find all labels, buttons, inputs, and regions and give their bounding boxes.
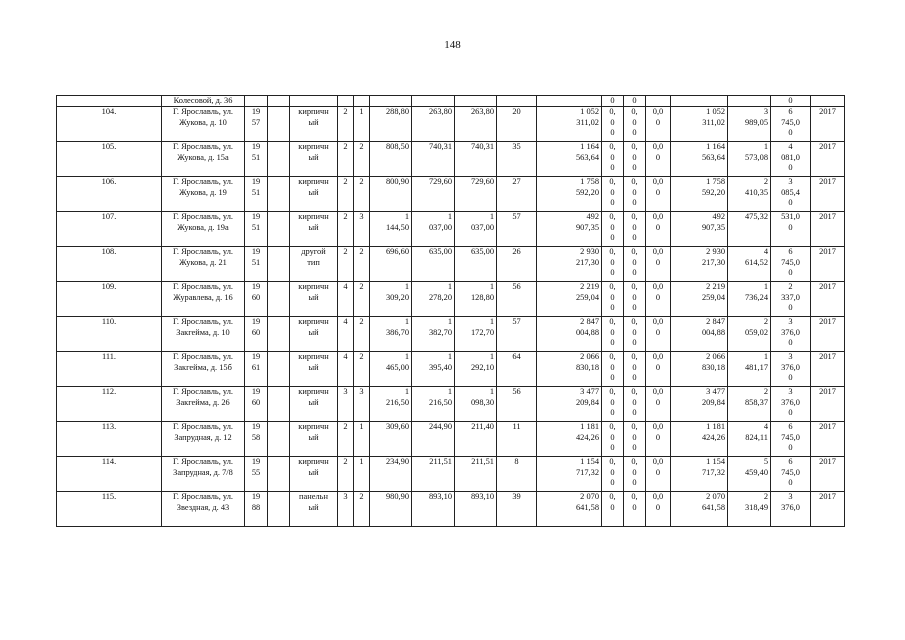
cell-wall: кирпичн ый <box>290 142 338 177</box>
cell-residents: 20 <box>497 107 537 142</box>
cell-blank <box>268 247 290 282</box>
cell-address: Г. Ярославль, ул. Закгейма, д. 15б <box>162 352 245 387</box>
cell-year: 19 60 <box>245 387 268 422</box>
cell-plan-year: 2017 <box>811 282 845 317</box>
cell-address: Г. Ярославль, ул. Закгейма, д. 26 <box>162 387 245 422</box>
cell-plan-year: 2017 <box>811 387 845 422</box>
table-row <box>57 317 845 352</box>
table-row <box>57 352 845 387</box>
cell-residents: 35 <box>497 142 537 177</box>
cell-year: 19 60 <box>245 317 268 352</box>
cell-plan-year <box>811 96 845 107</box>
cell-c15: 2 059,02 <box>728 317 771 352</box>
cell-c16: 531,0 0 <box>771 212 811 247</box>
cell-cost-total: 2 847 004,88 <box>537 317 602 352</box>
cell-cost-total: 2 930 217,30 <box>537 247 602 282</box>
cell-c14: 1 181 424,26 <box>671 422 728 457</box>
cell-entrances: 3 <box>354 387 370 422</box>
cell-floors: 2 <box>338 247 354 282</box>
cell-c12: 0, 0 <box>624 492 646 527</box>
cell-area-total: 1 144,50 <box>370 212 412 247</box>
cell-c12: 0 <box>624 96 646 107</box>
cell-c14: 2 066 830,18 <box>671 352 728 387</box>
cell-c14 <box>671 96 728 107</box>
cell-c12: 0, 0 0 <box>624 387 646 422</box>
cell-area-res <box>412 96 455 107</box>
cell-area-priv <box>455 96 497 107</box>
cell-floors: 2 <box>338 177 354 212</box>
cell-area-priv: 1 172,70 <box>455 317 497 352</box>
cell-blank <box>268 282 290 317</box>
cell-c16: 3 376,0 <box>771 492 811 527</box>
cell-c12: 0, 0 0 <box>624 142 646 177</box>
cell-plan-year: 2017 <box>811 247 845 282</box>
cell-residents: 57 <box>497 212 537 247</box>
cell-c15: 4 824,11 <box>728 422 771 457</box>
cell-area-priv: 1 098,30 <box>455 387 497 422</box>
table-row <box>57 107 845 142</box>
cell-c12: 0, 0 0 <box>624 317 646 352</box>
cell-plan-year: 2017 <box>811 492 845 527</box>
cell-c13: 0,0 0 <box>646 317 671 352</box>
cell-c15: 4 614,52 <box>728 247 771 282</box>
cell-area-res: 1 395,40 <box>412 352 455 387</box>
cell-address: Колесовой, д. 36 <box>162 96 245 107</box>
cell-c11: 0, 0 0 <box>602 352 624 387</box>
cell-year: 19 55 <box>245 457 268 492</box>
cell-cost-total: 1 154 717,32 <box>537 457 602 492</box>
cell-area-res: 1 278,20 <box>412 282 455 317</box>
cell-c11: 0, 0 0 <box>602 247 624 282</box>
cell-c13: 0,0 0 <box>646 492 671 527</box>
cell-cost-total: 1 164 563,64 <box>537 142 602 177</box>
cell-area-total: 288,80 <box>370 107 412 142</box>
cell-c14: 492 907,35 <box>671 212 728 247</box>
cell-floors: 3 <box>338 387 354 422</box>
cell-area-res: 729,60 <box>412 177 455 212</box>
cell-blank <box>268 177 290 212</box>
cell-num: 115. <box>57 492 162 527</box>
table-row <box>57 212 845 247</box>
cell-floors: 2 <box>338 142 354 177</box>
cell-area-priv: 211,51 <box>455 457 497 492</box>
cell-blank <box>268 492 290 527</box>
cell-num: 110. <box>57 317 162 352</box>
cell-c12: 0, 0 0 <box>624 457 646 492</box>
cell-entrances: 2 <box>354 352 370 387</box>
cell-c13: 0,0 0 <box>646 387 671 422</box>
cell-c12: 0, 0 0 <box>624 352 646 387</box>
cell-cost-total: 492 907,35 <box>537 212 602 247</box>
cell-c13: 0,0 0 <box>646 212 671 247</box>
cell-area-total: 980,90 <box>370 492 412 527</box>
cell-plan-year: 2017 <box>811 422 845 457</box>
cell-floors: 2 <box>338 212 354 247</box>
cell-year: 19 61 <box>245 352 268 387</box>
cell-residents: 57 <box>497 317 537 352</box>
cell-c15: 2 858,37 <box>728 387 771 422</box>
cell-floors: 2 <box>338 107 354 142</box>
cell-entrances: 3 <box>354 212 370 247</box>
page-number: 148 <box>444 39 461 51</box>
cell-floors <box>338 96 354 107</box>
cell-area-res: 635,00 <box>412 247 455 282</box>
cell-c14: 1 758 592,20 <box>671 177 728 212</box>
cell-floors: 2 <box>338 422 354 457</box>
table-row <box>57 457 845 492</box>
cell-c11: 0, 0 0 <box>602 422 624 457</box>
table-row-partial <box>57 96 845 107</box>
cell-floors: 4 <box>338 317 354 352</box>
cell-area-res: 244,90 <box>412 422 455 457</box>
table-row <box>57 142 845 177</box>
cell-entrances: 2 <box>354 247 370 282</box>
cell-c15: 2 410,35 <box>728 177 771 212</box>
cell-area-priv: 729,60 <box>455 177 497 212</box>
cell-entrances: 2 <box>354 317 370 352</box>
cell-blank <box>268 457 290 492</box>
cell-area-priv: 635,00 <box>455 247 497 282</box>
cell-residents: 56 <box>497 282 537 317</box>
cell-floors: 4 <box>338 282 354 317</box>
cell-plan-year: 2017 <box>811 457 845 492</box>
cell-num: 113. <box>57 422 162 457</box>
cell-c11: 0 <box>602 96 624 107</box>
cell-c11: 0, 0 0 <box>602 177 624 212</box>
cell-area-priv: 740,31 <box>455 142 497 177</box>
cell-c13: 0,0 0 <box>646 352 671 387</box>
cell-cost-total: 2 066 830,18 <box>537 352 602 387</box>
cell-area-total: 696,60 <box>370 247 412 282</box>
cell-year: 19 58 <box>245 422 268 457</box>
cell-blank <box>268 107 290 142</box>
cell-num: 112. <box>57 387 162 422</box>
cell-address: Г. Ярославль, ул. Жукова, д. 21 <box>162 247 245 282</box>
cell-area-priv: 893,10 <box>455 492 497 527</box>
cell-address: Г. Ярославль, ул. Запрудная, д. 12 <box>162 422 245 457</box>
cell-num: 105. <box>57 142 162 177</box>
cell-c11: 0, 0 0 <box>602 107 624 142</box>
cell-residents <box>497 96 537 107</box>
cell-area-priv: 211,40 <box>455 422 497 457</box>
cell-blank <box>268 317 290 352</box>
cell-wall: кирпичн ый <box>290 422 338 457</box>
cell-num: 114. <box>57 457 162 492</box>
cell-c15: 1 573,08 <box>728 142 771 177</box>
cell-blank <box>268 422 290 457</box>
cell-c13: 0,0 0 <box>646 457 671 492</box>
cell-area-total: 1 386,70 <box>370 317 412 352</box>
cell-plan-year: 2017 <box>811 317 845 352</box>
cell-area-res: 1 037,00 <box>412 212 455 247</box>
cell-cost-total: 2 070 641,58 <box>537 492 602 527</box>
cell-entrances: 1 <box>354 457 370 492</box>
cell-c12: 0, 0 0 <box>624 212 646 247</box>
cell-c13: 0,0 0 <box>646 247 671 282</box>
cell-blank <box>268 387 290 422</box>
cell-entrances: 1 <box>354 422 370 457</box>
cell-c11: 0, 0 0 <box>602 387 624 422</box>
cell-area-total: 808,50 <box>370 142 412 177</box>
cell-floors: 4 <box>338 352 354 387</box>
cell-wall: панельн ый <box>290 492 338 527</box>
cell-residents: 8 <box>497 457 537 492</box>
cell-cost-total: 1 181 424,26 <box>537 422 602 457</box>
cell-blank <box>268 96 290 107</box>
cell-wall: кирпичн ый <box>290 352 338 387</box>
cell-c15: 1 736,24 <box>728 282 771 317</box>
cell-address: Г. Ярославль, ул. Звездная, д. 43 <box>162 492 245 527</box>
table-row <box>57 492 845 527</box>
cell-year: 19 51 <box>245 177 268 212</box>
cell-c15: 2 318,49 <box>728 492 771 527</box>
cell-c15: 1 481,17 <box>728 352 771 387</box>
cell-wall <box>290 96 338 107</box>
cell-cost-total: 1 758 592,20 <box>537 177 602 212</box>
cell-blank <box>268 142 290 177</box>
cell-blank <box>268 352 290 387</box>
cell-year: 19 60 <box>245 282 268 317</box>
cell-area-res: 1 216,50 <box>412 387 455 422</box>
cell-residents: 56 <box>497 387 537 422</box>
cell-c13: 0,0 0 <box>646 107 671 142</box>
cell-residents: 11 <box>497 422 537 457</box>
cell-c12: 0, 0 0 <box>624 247 646 282</box>
cell-address: Г. Ярославль, ул. Жукова, д. 10 <box>162 107 245 142</box>
cell-number <box>57 96 162 107</box>
cell-wall: кирпичн ый <box>290 107 338 142</box>
cell-residents: 39 <box>497 492 537 527</box>
cell-c14: 2 219 259,04 <box>671 282 728 317</box>
cell-wall: кирпичн ый <box>290 387 338 422</box>
cell-residents: 26 <box>497 247 537 282</box>
cell-c12: 0, 0 0 <box>624 282 646 317</box>
cell-c13: 0,0 0 <box>646 177 671 212</box>
housing-register-table <box>56 95 845 527</box>
cell-c16: 3 376,0 0 <box>771 352 811 387</box>
cell-residents: 27 <box>497 177 537 212</box>
table-row <box>57 282 845 317</box>
cell-address: Г. Ярославль, ул. Запрудная, д. 7/8 <box>162 457 245 492</box>
cell-year <box>245 96 268 107</box>
cell-year: 19 57 <box>245 107 268 142</box>
cell-c11: 0, 0 0 <box>602 317 624 352</box>
cell-area-res: 263,80 <box>412 107 455 142</box>
cell-area-priv: 1 292,10 <box>455 352 497 387</box>
cell-year: 19 51 <box>245 247 268 282</box>
cell-c16: 6 745,0 0 <box>771 422 811 457</box>
cell-c14: 1 164 563,64 <box>671 142 728 177</box>
cell-entrances <box>354 96 370 107</box>
cell-area-res: 740,31 <box>412 142 455 177</box>
cell-cost-total <box>537 96 602 107</box>
cell-num: 106. <box>57 177 162 212</box>
cell-plan-year: 2017 <box>811 107 845 142</box>
cell-plan-year: 2017 <box>811 352 845 387</box>
cell-area-priv: 1 037,00 <box>455 212 497 247</box>
cell-entrances: 2 <box>354 142 370 177</box>
cell-area-res: 211,51 <box>412 457 455 492</box>
cell-area-res: 1 382,70 <box>412 317 455 352</box>
cell-num: 107. <box>57 212 162 247</box>
table-row <box>57 422 845 457</box>
cell-num: 108. <box>57 247 162 282</box>
cell-entrances: 2 <box>354 177 370 212</box>
cell-c12: 0, 0 0 <box>624 422 646 457</box>
table-row <box>57 387 845 422</box>
cell-c11: 0, 0 0 <box>602 282 624 317</box>
cell-num: 109. <box>57 282 162 317</box>
cell-c14: 2 070 641,58 <box>671 492 728 527</box>
cell-area-priv: 1 128,80 <box>455 282 497 317</box>
cell-c16: 3 376,0 0 <box>771 387 811 422</box>
cell-address: Г. Ярославль, ул. Жукова, д. 15а <box>162 142 245 177</box>
cell-area-total: 1 216,50 <box>370 387 412 422</box>
cell-c16: 6 745,0 0 <box>771 247 811 282</box>
cell-c11: 0, 0 <box>602 492 624 527</box>
cell-floors: 2 <box>338 457 354 492</box>
table-row <box>57 247 845 282</box>
cell-wall: кирпичн ый <box>290 212 338 247</box>
cell-area-total: 234,90 <box>370 457 412 492</box>
cell-c14: 1 052 311,02 <box>671 107 728 142</box>
cell-area-total: 1 309,20 <box>370 282 412 317</box>
cell-c11: 0, 0 0 <box>602 457 624 492</box>
cell-c12: 0, 0 0 <box>624 177 646 212</box>
cell-address: Г. Ярославль, ул. Журавлева, д. 16 <box>162 282 245 317</box>
cell-c14: 3 477 209,84 <box>671 387 728 422</box>
cell-area-total: 1 465,00 <box>370 352 412 387</box>
cell-c14: 2 930 217,30 <box>671 247 728 282</box>
cell-c13 <box>646 96 671 107</box>
cell-c16: 6 745,0 0 <box>771 457 811 492</box>
cell-c11: 0, 0 0 <box>602 212 624 247</box>
cell-c15: 475,32 <box>728 212 771 247</box>
cell-entrances: 2 <box>354 492 370 527</box>
cell-c14: 2 847 004,88 <box>671 317 728 352</box>
cell-floors: 3 <box>338 492 354 527</box>
cell-c15: 5 459,40 <box>728 457 771 492</box>
cell-residents: 64 <box>497 352 537 387</box>
cell-c12: 0, 0 0 <box>624 107 646 142</box>
cell-cost-total: 1 052 311,02 <box>537 107 602 142</box>
cell-c16: 3 376,0 0 <box>771 317 811 352</box>
cell-area-total: 800,90 <box>370 177 412 212</box>
cell-c13: 0,0 0 <box>646 282 671 317</box>
cell-wall: кирпичн ый <box>290 177 338 212</box>
cell-year: 19 51 <box>245 142 268 177</box>
cell-c13: 0,0 0 <box>646 422 671 457</box>
cell-plan-year: 2017 <box>811 177 845 212</box>
cell-wall: кирпичн ый <box>290 317 338 352</box>
cell-blank <box>268 212 290 247</box>
cell-c13: 0,0 0 <box>646 142 671 177</box>
cell-plan-year: 2017 <box>811 212 845 247</box>
cell-c11: 0, 0 0 <box>602 142 624 177</box>
cell-cost-total: 3 477 209,84 <box>537 387 602 422</box>
cell-c16: 3 085,4 0 <box>771 177 811 212</box>
cell-wall: кирпичн ый <box>290 457 338 492</box>
cell-area-priv: 263,80 <box>455 107 497 142</box>
cell-c15: 3 989,05 <box>728 107 771 142</box>
cell-c16: 6 745,0 0 <box>771 107 811 142</box>
cell-cost-total: 2 219 259,04 <box>537 282 602 317</box>
cell-address: Г. Ярославль, ул. Жукова, д. 19 <box>162 177 245 212</box>
cell-c14: 1 154 717,32 <box>671 457 728 492</box>
cell-address: Г. Ярославль, ул. Жукова, д. 19а <box>162 212 245 247</box>
cell-plan-year: 2017 <box>811 142 845 177</box>
cell-year: 19 51 <box>245 212 268 247</box>
cell-c16: 0 <box>771 96 811 107</box>
table-row <box>57 177 845 212</box>
cell-num: 104. <box>57 107 162 142</box>
cell-wall: кирпичн ый <box>290 282 338 317</box>
cell-area-total <box>370 96 412 107</box>
cell-c16: 4 081,0 0 <box>771 142 811 177</box>
cell-num: 111. <box>57 352 162 387</box>
cell-c16: 2 337,0 0 <box>771 282 811 317</box>
cell-c15 <box>728 96 771 107</box>
cell-area-total: 309,60 <box>370 422 412 457</box>
cell-year: 19 88 <box>245 492 268 527</box>
cell-entrances: 2 <box>354 282 370 317</box>
cell-area-res: 893,10 <box>412 492 455 527</box>
cell-entrances: 1 <box>354 107 370 142</box>
cell-wall: другой тип <box>290 247 338 282</box>
cell-address: Г. Ярославль, ул. Закгейма, д. 10 <box>162 317 245 352</box>
